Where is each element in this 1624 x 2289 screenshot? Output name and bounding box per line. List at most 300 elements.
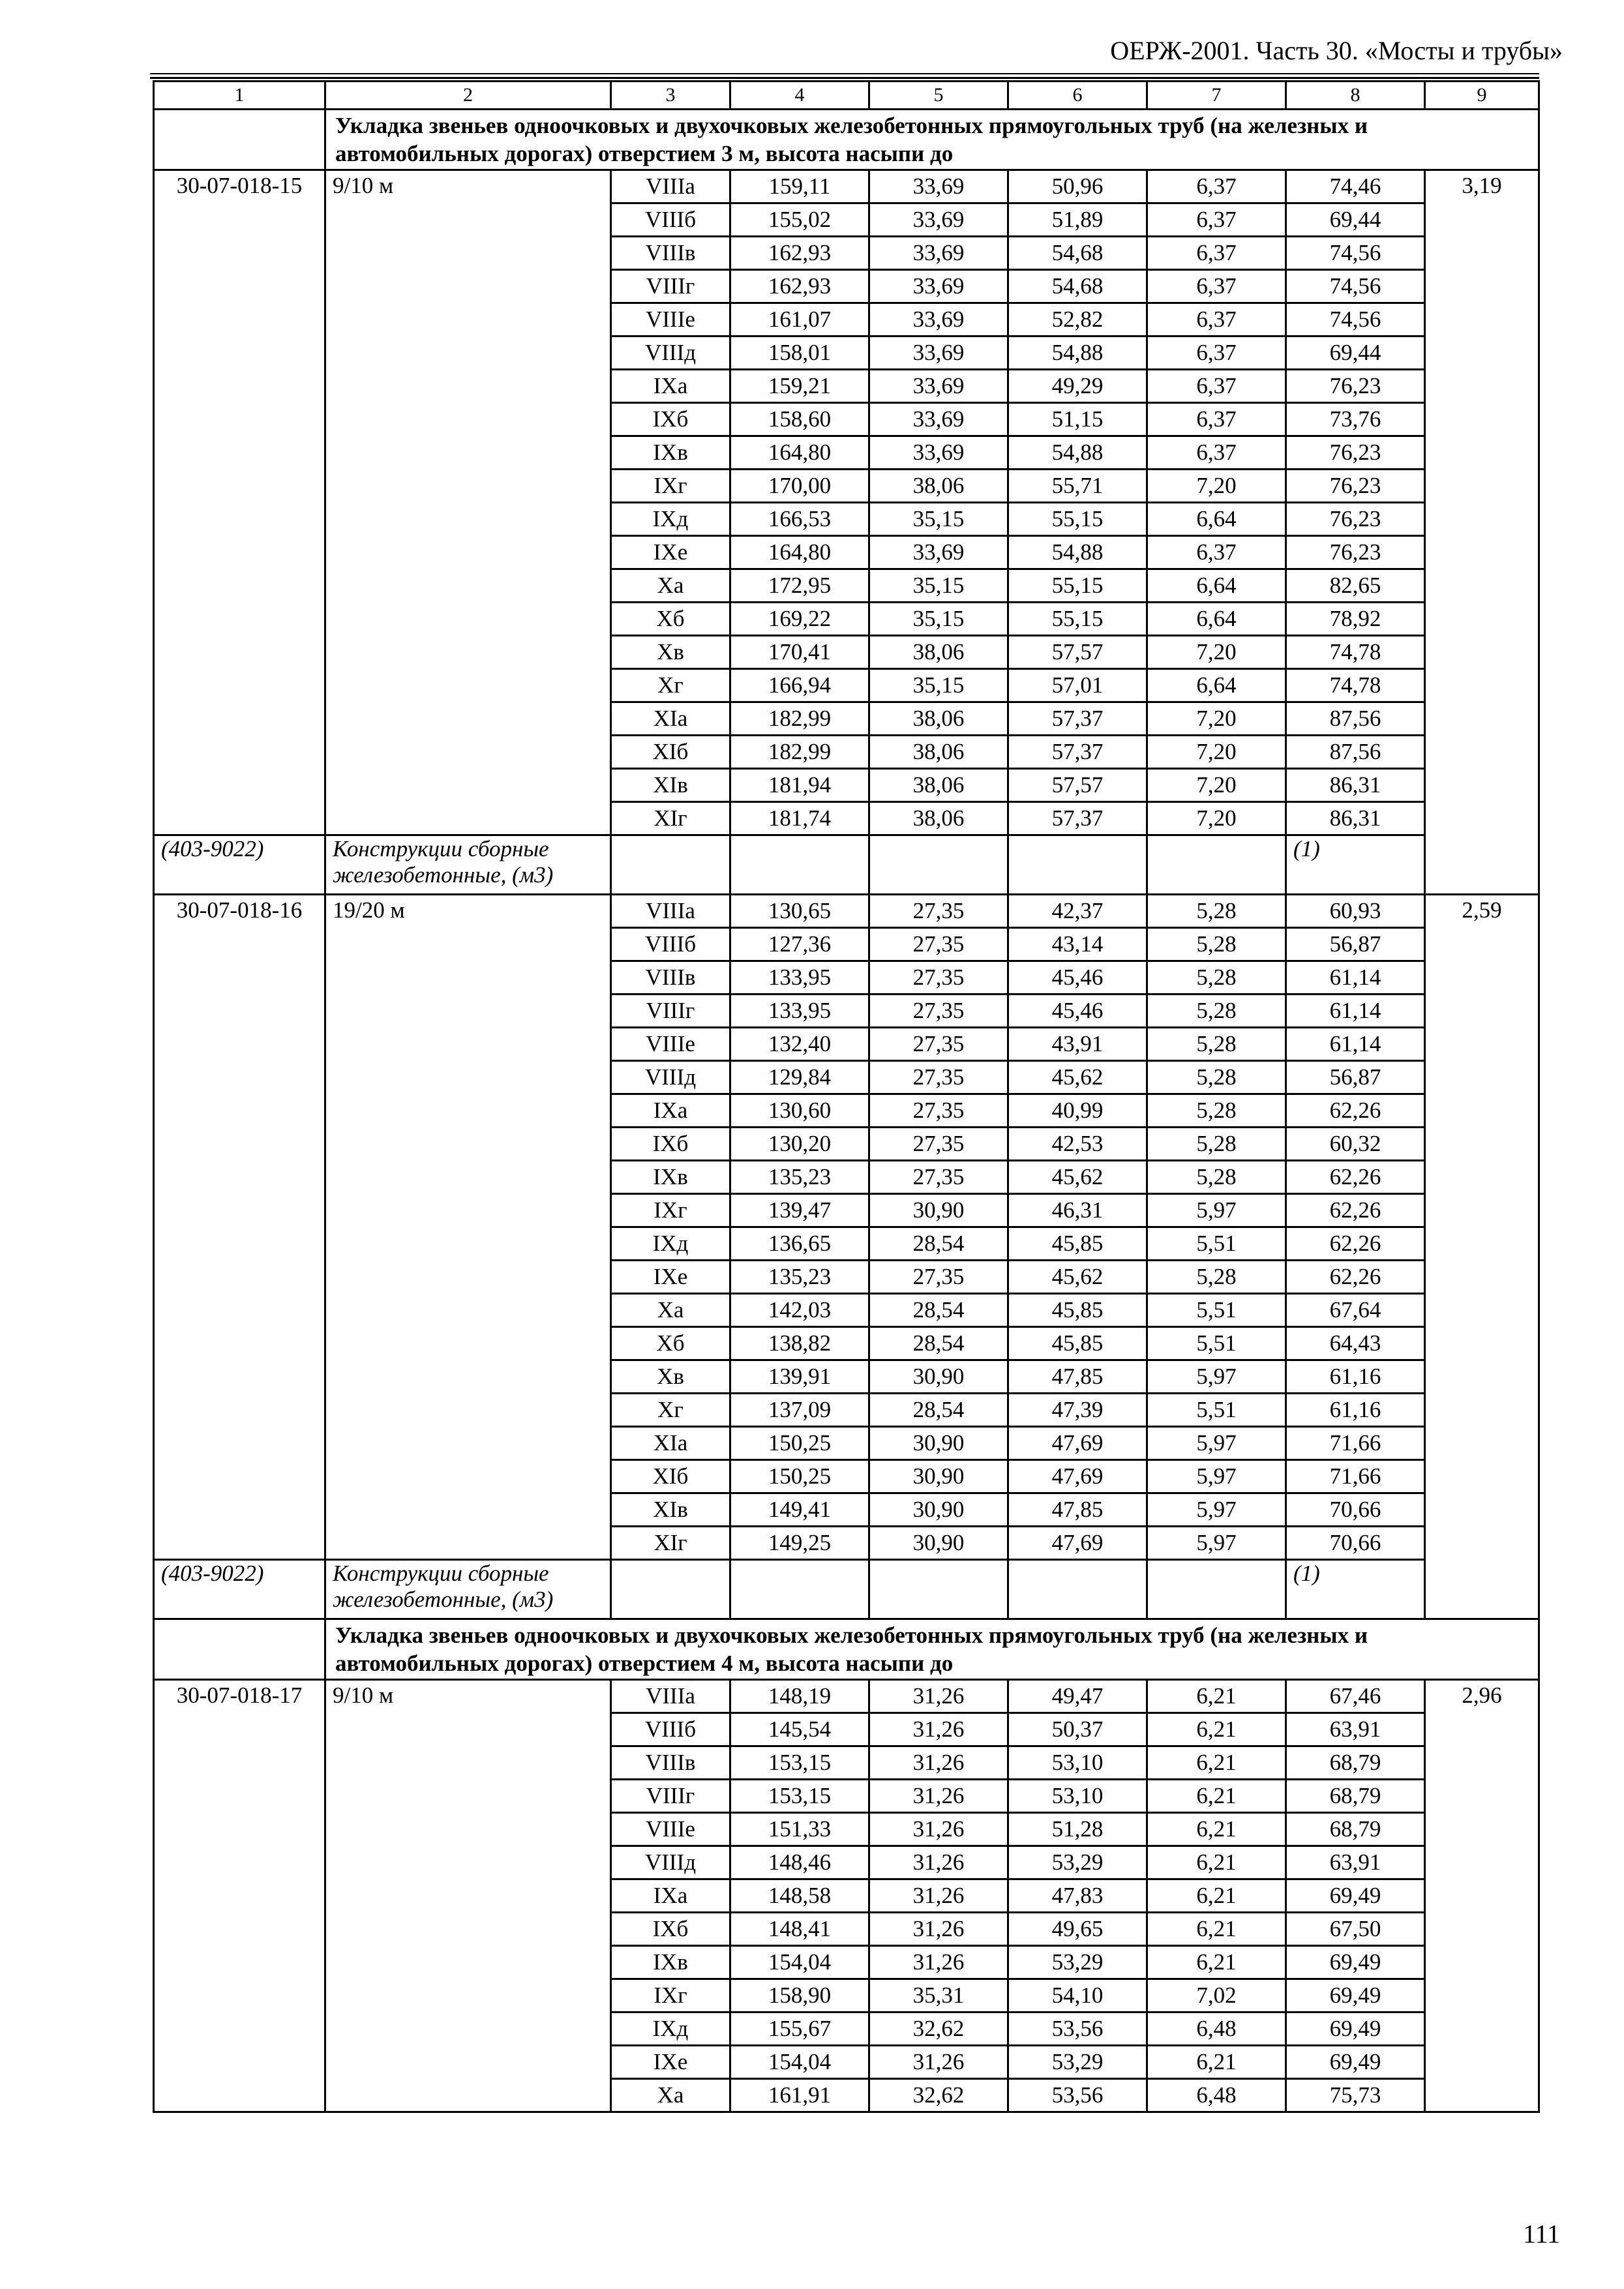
value-cell: 71,66 xyxy=(1286,1460,1425,1493)
value-cell: 139,91 xyxy=(730,1360,869,1394)
value-cell: 69,49 xyxy=(1286,1946,1425,1979)
soil-group-cell: IXг xyxy=(611,1194,730,1227)
value-cell: 5,28 xyxy=(1147,995,1286,1028)
value-cell: 68,79 xyxy=(1286,1813,1425,1846)
value-cell: 45,46 xyxy=(1008,961,1147,995)
value-cell: 31,26 xyxy=(869,1780,1008,1813)
value-cell: 31,26 xyxy=(869,1713,1008,1746)
value-cell: 31,26 xyxy=(869,1680,1008,1713)
value-cell: 87,56 xyxy=(1286,736,1425,769)
column-9-value: 3,19 xyxy=(1425,170,1539,895)
value-cell: 169,22 xyxy=(730,603,869,636)
value-cell: 33,69 xyxy=(869,436,1008,470)
header-rule xyxy=(150,73,1539,74)
value-cell: 162,93 xyxy=(730,270,869,303)
soil-group-cell: Xв xyxy=(611,636,730,669)
value-cell: 139,47 xyxy=(730,1194,869,1227)
value-cell: 53,56 xyxy=(1008,2012,1147,2046)
value-cell: 49,65 xyxy=(1008,1913,1147,1946)
blank-cell xyxy=(1147,1560,1286,1619)
value-cell: 76,23 xyxy=(1286,370,1425,403)
value-cell: 62,26 xyxy=(1286,1194,1425,1227)
value-cell: 45,85 xyxy=(1008,1327,1147,1360)
value-cell: 76,23 xyxy=(1286,536,1425,569)
value-cell: 76,23 xyxy=(1286,503,1425,536)
value-cell: 74,46 xyxy=(1286,170,1425,203)
value-cell: 138,82 xyxy=(730,1327,869,1360)
value-cell: 133,95 xyxy=(730,961,869,995)
table-row xyxy=(154,895,1539,928)
header-rule-thick xyxy=(150,77,1539,79)
value-cell: 45,85 xyxy=(1008,1294,1147,1327)
soil-group-cell: Xв xyxy=(611,1360,730,1394)
soil-group-cell: VIIIе xyxy=(611,303,730,337)
value-cell: 6,37 xyxy=(1147,436,1286,470)
value-cell: 6,21 xyxy=(1147,1946,1286,1979)
value-cell: 27,35 xyxy=(869,1094,1008,1128)
soil-group-cell: VIIIг xyxy=(611,1780,730,1813)
value-cell: 68,79 xyxy=(1286,1746,1425,1780)
value-cell: 69,44 xyxy=(1286,337,1425,370)
value-cell: 181,94 xyxy=(730,769,869,802)
value-cell: 148,58 xyxy=(730,1879,869,1913)
value-cell: 161,07 xyxy=(730,303,869,337)
value-cell: 31,26 xyxy=(869,1813,1008,1846)
value-cell: 74,56 xyxy=(1286,270,1425,303)
resource-note-row xyxy=(154,1560,1539,1619)
value-cell: 55,71 xyxy=(1008,470,1147,503)
value-cell: 6,64 xyxy=(1147,669,1286,702)
value-cell: 6,64 xyxy=(1147,569,1286,603)
value-cell: 27,35 xyxy=(869,961,1008,995)
value-cell: 27,35 xyxy=(869,1028,1008,1061)
value-cell: 6,64 xyxy=(1147,603,1286,636)
value-cell: 45,62 xyxy=(1008,1161,1147,1194)
value-cell: 5,28 xyxy=(1147,1028,1286,1061)
soil-group-cell: IXв xyxy=(611,436,730,470)
soil-group-cell: IXг xyxy=(611,1979,730,2012)
resource-quantity: (1) xyxy=(1286,835,1425,895)
value-cell: 45,62 xyxy=(1008,1261,1147,1294)
value-cell: 148,41 xyxy=(730,1913,869,1946)
table-body xyxy=(154,82,1539,2112)
value-cell: 5,28 xyxy=(1147,895,1286,928)
value-cell: 51,89 xyxy=(1008,203,1147,237)
value-cell: 27,35 xyxy=(869,1161,1008,1194)
value-cell: 74,56 xyxy=(1286,237,1425,270)
value-cell: 74,78 xyxy=(1286,669,1425,702)
value-cell: 47,69 xyxy=(1008,1427,1147,1460)
value-cell: 7,20 xyxy=(1147,736,1286,769)
resource-note-row xyxy=(154,835,1539,895)
value-cell: 136,65 xyxy=(730,1227,869,1261)
soil-group-cell: IXд xyxy=(611,1227,730,1261)
value-cell: 5,28 xyxy=(1147,1261,1286,1294)
value-cell: 31,26 xyxy=(869,1846,1008,1879)
value-cell: 5,28 xyxy=(1147,961,1286,995)
value-cell: 57,37 xyxy=(1008,736,1147,769)
value-cell: 56,87 xyxy=(1286,928,1425,961)
value-cell: 155,67 xyxy=(730,2012,869,2046)
value-cell: 53,10 xyxy=(1008,1746,1147,1780)
value-cell: 33,69 xyxy=(869,303,1008,337)
table-row xyxy=(154,170,1539,203)
value-cell: 5,28 xyxy=(1147,1094,1286,1128)
value-cell: 5,28 xyxy=(1147,928,1286,961)
value-cell: 47,39 xyxy=(1008,1394,1147,1427)
value-cell: 33,69 xyxy=(869,370,1008,403)
value-cell: 27,35 xyxy=(869,1128,1008,1161)
value-cell: 38,06 xyxy=(869,470,1008,503)
value-cell: 6,37 xyxy=(1147,370,1286,403)
value-cell: 6,21 xyxy=(1147,1680,1286,1713)
value-cell: 78,92 xyxy=(1286,603,1425,636)
soil-group-cell: VIIIа xyxy=(611,170,730,203)
value-cell: 70,66 xyxy=(1286,1527,1425,1560)
value-cell: 5,28 xyxy=(1147,1161,1286,1194)
value-cell: 54,10 xyxy=(1008,1979,1147,2012)
value-cell: 69,44 xyxy=(1286,203,1425,237)
value-cell: 46,31 xyxy=(1008,1194,1147,1227)
value-cell: 129,84 xyxy=(730,1061,869,1094)
soil-group-cell: VIIIд xyxy=(611,1061,730,1094)
value-cell: 137,09 xyxy=(730,1394,869,1427)
value-cell: 6,21 xyxy=(1147,1913,1286,1946)
blank-cell xyxy=(730,1560,869,1619)
value-cell: 42,53 xyxy=(1008,1128,1147,1161)
value-cell: 159,21 xyxy=(730,370,869,403)
value-cell: 69,49 xyxy=(1286,2012,1425,2046)
blank-cell xyxy=(1008,1560,1147,1619)
soil-group-cell: VIIIб xyxy=(611,1713,730,1746)
value-cell: 49,29 xyxy=(1008,370,1147,403)
soil-group-cell: XIв xyxy=(611,769,730,802)
blank-cell xyxy=(869,835,1008,895)
soil-group-cell: IXа xyxy=(611,1879,730,1913)
value-cell: 6,37 xyxy=(1147,337,1286,370)
value-cell: 75,73 xyxy=(1286,2079,1425,2112)
value-cell: 135,23 xyxy=(730,1161,869,1194)
value-cell: 151,33 xyxy=(730,1813,869,1846)
value-cell: 43,14 xyxy=(1008,928,1147,961)
value-cell: 51,15 xyxy=(1008,403,1147,436)
value-cell: 6,21 xyxy=(1147,1879,1286,1913)
blank-cell xyxy=(611,835,730,895)
value-cell: 159,11 xyxy=(730,170,869,203)
value-cell: 47,85 xyxy=(1008,1360,1147,1394)
value-cell: 6,37 xyxy=(1147,270,1286,303)
rates-table xyxy=(153,80,1540,2113)
value-cell: 62,26 xyxy=(1286,1261,1425,1294)
soil-group-cell: XIа xyxy=(611,1427,730,1460)
soil-group-cell: XIб xyxy=(611,1460,730,1493)
soil-group-cell: VIIIе xyxy=(611,1028,730,1061)
soil-group-cell: VIIIг xyxy=(611,270,730,303)
value-cell: 53,56 xyxy=(1008,2079,1147,2112)
value-cell: 31,26 xyxy=(869,1946,1008,1979)
embankment-height: 9/10 м xyxy=(325,170,611,835)
value-cell: 61,16 xyxy=(1286,1360,1425,1394)
value-cell: 35,15 xyxy=(869,603,1008,636)
soil-group-cell: Xб xyxy=(611,1327,730,1360)
value-cell: 33,69 xyxy=(869,536,1008,569)
value-cell: 154,04 xyxy=(730,2046,869,2079)
value-cell: 6,37 xyxy=(1147,170,1286,203)
value-cell: 54,88 xyxy=(1008,536,1147,569)
value-cell: 7,20 xyxy=(1147,636,1286,669)
column-number: 2 xyxy=(325,82,611,110)
soil-group-cell: IXе xyxy=(611,536,730,569)
value-cell: 38,06 xyxy=(869,802,1008,835)
value-cell: 6,21 xyxy=(1147,1713,1286,1746)
value-cell: 45,85 xyxy=(1008,1227,1147,1261)
value-cell: 31,26 xyxy=(869,1879,1008,1913)
value-cell: 142,03 xyxy=(730,1294,869,1327)
value-cell: 53,29 xyxy=(1008,2046,1147,2079)
value-cell: 71,66 xyxy=(1286,1427,1425,1460)
value-cell: 6,21 xyxy=(1147,1746,1286,1780)
value-cell: 135,23 xyxy=(730,1261,869,1294)
blank-cell xyxy=(869,1560,1008,1619)
value-cell: 6,21 xyxy=(1147,1780,1286,1813)
value-cell: 62,26 xyxy=(1286,1227,1425,1261)
value-cell: 30,90 xyxy=(869,1194,1008,1227)
section-blank-cell xyxy=(154,1619,325,1680)
value-cell: 172,95 xyxy=(730,569,869,603)
value-cell: 162,93 xyxy=(730,237,869,270)
value-cell: 130,65 xyxy=(730,895,869,928)
value-cell: 74,78 xyxy=(1286,636,1425,669)
value-cell: 158,01 xyxy=(730,337,869,370)
value-cell: 61,14 xyxy=(1286,1028,1425,1061)
rate-code: 30-07-018-17 xyxy=(154,1680,325,2112)
value-cell: 51,28 xyxy=(1008,1813,1147,1846)
value-cell: 30,90 xyxy=(869,1360,1008,1394)
value-cell: 27,35 xyxy=(869,1261,1008,1294)
value-cell: 158,90 xyxy=(730,1979,869,2012)
value-cell: 132,40 xyxy=(730,1028,869,1061)
value-cell: 63,91 xyxy=(1286,1713,1425,1746)
value-cell: 133,95 xyxy=(730,995,869,1028)
value-cell: 6,21 xyxy=(1147,1813,1286,1846)
value-cell: 69,49 xyxy=(1286,1879,1425,1913)
value-cell: 32,62 xyxy=(869,2012,1008,2046)
column-number: 4 xyxy=(730,82,869,110)
soil-group-cell: IXб xyxy=(611,1128,730,1161)
value-cell: 57,01 xyxy=(1008,669,1147,702)
value-cell: 38,06 xyxy=(869,736,1008,769)
value-cell: 149,25 xyxy=(730,1527,869,1560)
value-cell: 60,93 xyxy=(1286,895,1425,928)
blank-cell xyxy=(730,835,869,895)
soil-group-cell: XIа xyxy=(611,702,730,736)
value-cell: 69,49 xyxy=(1286,2046,1425,2079)
value-cell: 7,20 xyxy=(1147,470,1286,503)
value-cell: 33,69 xyxy=(869,203,1008,237)
value-cell: 6,37 xyxy=(1147,403,1286,436)
value-cell: 35,15 xyxy=(869,503,1008,536)
soil-group-cell: Xб xyxy=(611,603,730,636)
value-cell: 50,96 xyxy=(1008,170,1147,203)
value-cell: 35,15 xyxy=(869,569,1008,603)
value-cell: 57,57 xyxy=(1008,769,1147,802)
value-cell: 74,56 xyxy=(1286,303,1425,337)
value-cell: 127,36 xyxy=(730,928,869,961)
value-cell: 155,02 xyxy=(730,203,869,237)
value-cell: 161,91 xyxy=(730,2079,869,2112)
column-number: 5 xyxy=(869,82,1008,110)
value-cell: 30,90 xyxy=(869,1493,1008,1527)
soil-group-cell: Xг xyxy=(611,669,730,702)
value-cell: 61,14 xyxy=(1286,961,1425,995)
soil-group-cell: Xа xyxy=(611,1294,730,1327)
value-cell: 158,60 xyxy=(730,403,869,436)
value-cell: 130,60 xyxy=(730,1094,869,1128)
value-cell: 33,69 xyxy=(869,237,1008,270)
value-cell: 27,35 xyxy=(869,1061,1008,1094)
value-cell: 47,83 xyxy=(1008,1879,1147,1913)
value-cell: 55,15 xyxy=(1008,603,1147,636)
value-cell: 82,65 xyxy=(1286,569,1425,603)
value-cell: 182,99 xyxy=(730,736,869,769)
value-cell: 5,97 xyxy=(1147,1460,1286,1493)
value-cell: 87,56 xyxy=(1286,702,1425,736)
value-cell: 6,64 xyxy=(1147,503,1286,536)
value-cell: 54,68 xyxy=(1008,237,1147,270)
value-cell: 153,15 xyxy=(730,1746,869,1780)
value-cell: 7,20 xyxy=(1147,769,1286,802)
value-cell: 5,51 xyxy=(1147,1294,1286,1327)
value-cell: 32,62 xyxy=(869,2079,1008,2112)
value-cell: 166,94 xyxy=(730,669,869,702)
value-cell: 5,51 xyxy=(1147,1394,1286,1427)
column-number: 6 xyxy=(1008,82,1147,110)
resource-name: Конструкции сборные железобетонные, (м3) xyxy=(325,1560,611,1619)
value-cell: 68,79 xyxy=(1286,1780,1425,1813)
value-cell: 47,69 xyxy=(1008,1527,1147,1560)
value-cell: 31,26 xyxy=(869,1746,1008,1780)
value-cell: 53,29 xyxy=(1008,1946,1147,1979)
value-cell: 27,35 xyxy=(869,928,1008,961)
value-cell: 7,02 xyxy=(1147,1979,1286,2012)
value-cell: 61,16 xyxy=(1286,1394,1425,1427)
soil-group-cell: Xа xyxy=(611,569,730,603)
value-cell: 76,23 xyxy=(1286,470,1425,503)
value-cell: 67,50 xyxy=(1286,1913,1425,1946)
value-cell: 54,88 xyxy=(1008,337,1147,370)
value-cell: 63,91 xyxy=(1286,1846,1425,1879)
soil-group-cell: Xг xyxy=(611,1394,730,1427)
soil-group-cell: XIг xyxy=(611,1527,730,1560)
value-cell: 38,06 xyxy=(869,636,1008,669)
value-cell: 35,31 xyxy=(869,1979,1008,2012)
value-cell: 69,49 xyxy=(1286,1979,1425,2012)
value-cell: 149,41 xyxy=(730,1493,869,1527)
resource-code: (403-9022) xyxy=(154,1560,325,1619)
resource-quantity: (1) xyxy=(1286,1560,1425,1619)
soil-group-cell: XIв xyxy=(611,1493,730,1527)
soil-group-cell: IXв xyxy=(611,1161,730,1194)
value-cell: 30,90 xyxy=(869,1460,1008,1493)
value-cell: 60,32 xyxy=(1286,1128,1425,1161)
value-cell: 6,37 xyxy=(1147,303,1286,337)
value-cell: 7,20 xyxy=(1147,802,1286,835)
value-cell: 73,76 xyxy=(1286,403,1425,436)
soil-group-cell: VIIIб xyxy=(611,203,730,237)
value-cell: 62,26 xyxy=(1286,1161,1425,1194)
value-cell: 6,37 xyxy=(1147,203,1286,237)
value-cell: 67,64 xyxy=(1286,1294,1425,1327)
soil-group-cell: IXа xyxy=(611,1094,730,1128)
value-cell: 6,48 xyxy=(1147,2012,1286,2046)
value-cell: 43,91 xyxy=(1008,1028,1147,1061)
soil-group-cell: VIIIв xyxy=(611,237,730,270)
value-cell: 47,85 xyxy=(1008,1493,1147,1527)
value-cell: 49,47 xyxy=(1008,1680,1147,1713)
soil-group-cell: VIIIв xyxy=(611,1746,730,1780)
soil-group-cell: IXг xyxy=(611,470,730,503)
value-cell: 76,23 xyxy=(1286,436,1425,470)
value-cell: 47,69 xyxy=(1008,1460,1147,1493)
value-cell: 31,26 xyxy=(869,2046,1008,2079)
column-9-value: 2,96 xyxy=(1425,1680,1539,2112)
soil-group-cell: IXд xyxy=(611,2012,730,2046)
value-cell: 166,53 xyxy=(730,503,869,536)
value-cell: 5,28 xyxy=(1147,1128,1286,1161)
value-cell: 5,97 xyxy=(1147,1493,1286,1527)
value-cell: 62,26 xyxy=(1286,1094,1425,1128)
soil-group-cell: IXе xyxy=(611,2046,730,2079)
section-blank-cell xyxy=(154,110,325,170)
blank-cell xyxy=(1147,835,1286,895)
value-cell: 30,90 xyxy=(869,1527,1008,1560)
value-cell: 164,80 xyxy=(730,536,869,569)
value-cell: 28,54 xyxy=(869,1294,1008,1327)
value-cell: 52,82 xyxy=(1008,303,1147,337)
soil-group-cell: VIIIе xyxy=(611,1813,730,1846)
value-cell: 40,99 xyxy=(1008,1094,1147,1128)
column-number: 1 xyxy=(154,82,325,110)
value-cell: 61,14 xyxy=(1286,995,1425,1028)
column-number: 7 xyxy=(1147,82,1286,110)
value-cell: 67,46 xyxy=(1286,1680,1425,1713)
value-cell: 45,62 xyxy=(1008,1061,1147,1094)
soil-group-cell: VIIIа xyxy=(611,895,730,928)
value-cell: 154,04 xyxy=(730,1946,869,1979)
value-cell: 150,25 xyxy=(730,1460,869,1493)
value-cell: 54,88 xyxy=(1008,436,1147,470)
value-cell: 130,20 xyxy=(730,1128,869,1161)
blank-cell xyxy=(1008,835,1147,895)
value-cell: 31,26 xyxy=(869,1913,1008,1946)
value-cell: 182,99 xyxy=(730,702,869,736)
soil-group-cell: VIIIг xyxy=(611,995,730,1028)
embankment-height: 9/10 м xyxy=(325,1680,611,2112)
value-cell: 42,37 xyxy=(1008,895,1147,928)
value-cell: 148,46 xyxy=(730,1846,869,1879)
section-title: Укладка звеньев одноочковых и двухочковых железобетонных прямоугольных труб (на железных и автомобильных дорогах) отверстием 4 м, высота насыпи до xyxy=(325,1619,1539,1680)
resource-name: Конструкции сборные железобетонные, (м3) xyxy=(325,835,611,895)
value-cell: 86,31 xyxy=(1286,802,1425,835)
value-cell: 57,57 xyxy=(1008,636,1147,669)
rate-code: 30-07-018-15 xyxy=(154,170,325,835)
value-cell: 54,68 xyxy=(1008,270,1147,303)
soil-group-cell: IXв xyxy=(611,1946,730,1979)
value-cell: 150,25 xyxy=(730,1427,869,1460)
value-cell: 57,37 xyxy=(1008,702,1147,736)
value-cell: 56,87 xyxy=(1286,1061,1425,1094)
soil-group-cell: IXб xyxy=(611,403,730,436)
